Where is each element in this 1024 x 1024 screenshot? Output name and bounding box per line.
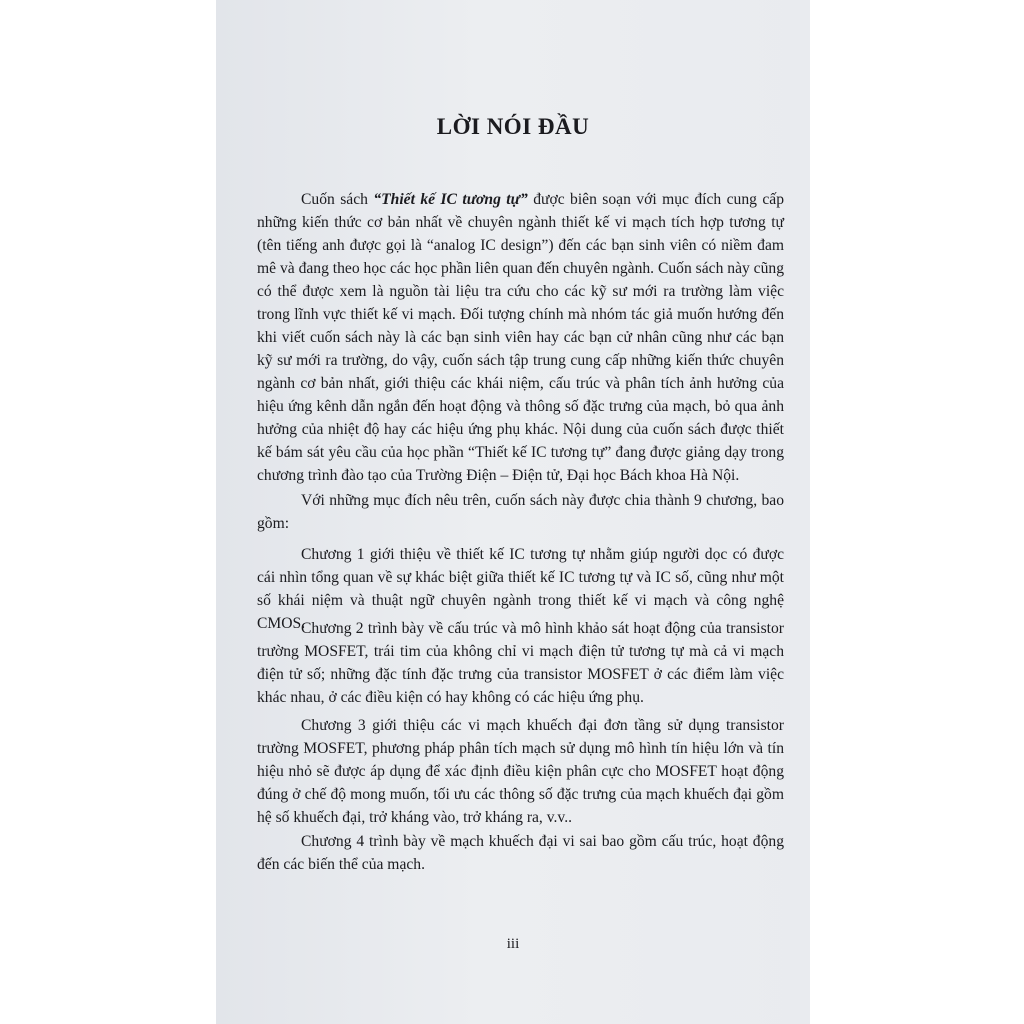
paragraph-chapter-2: Chương 2 trình bày về cấu trúc và mô hình khảo sát hoạt động của transistor trường MOSFET, trái tim của không chỉ vi mạch điện tử tương tự mà cả vi mạch điện tử số; những đặc tính đặc trưng của transistor MOSFET ở các điểm làm việc khác nhau, ở các điều kiện có hay không có các hiệu ứng phụ. [257, 620, 784, 706]
book-page [216, 0, 810, 1024]
paragraph-chapter-3: Chương 3 giới thiệu các vi mạch khuếch đại đơn tầng sử dụng transistor trường MOSFET, phương pháp phân tích mạch sử dụng mô hình tín hiệu lớn và tín hiệu nhỏ sẽ được áp dụng để xác định điều kiện phân cực cho MOSFET hoạt động đúng ở chế độ mong muốn, tối ưu các thông số đặc trưng của mạch khuếch đại gồm hệ số khuếch đại, trở kháng vào, trở kháng ra, v.v.. [257, 717, 784, 826]
paragraph-chapter-1: Chương 1 giới thiệu về thiết kế IC tương tự nhằm giúp người dọc có được cái nhìn tổng quan về sự khác biệt giữa thiết kế IC tương tự và IC số, cũng như một số khái niệm và thuật ngữ chuyên ngành trong thiết kế vi mạch và công nghệ CMOS. [257, 546, 784, 632]
page-number: iii [506, 936, 520, 952]
paragraph-chapter-4: Chương 4 trình bày về mạch khuếch đại vi sai bao gồm cấu trúc, hoạt động đến các biến thể của mạch. [257, 833, 784, 873]
book-title-emphasis: “Thiết kế IC tương tự” [373, 191, 528, 208]
paragraph-intro [257, 188, 784, 487]
page-title: LỜI NÓI ĐẦU [436, 114, 590, 139]
paragraph-intro-body: được biên soạn với mục đích cung cấp những kiến thức cơ bản nhất về chuyên ngành thiết kế vi mạch tích hợp tương tự (tên tiếng anh được gọi là “analog IC design”) đến các bạn sinh viên có niềm đam mê và đang theo học các học phần liên quan đến chuyên ngành. Cuốn sách này cũng có thể được xem là nguồn tài liệu tra cứu cho các kỹ sư mới ra trường làm việc trong lĩnh vực thiết kế vi mạch. Đối tượng chính mà nhóm tác giả muốn hướng đến khi viết cuốn sách này là các bạn sinh viên hay các bạn cử nhân cũng như các bạn kỹ sư mới ra trường, do vậy, cuốn sách tập trung cung cấp những kiến thức chuyên ngành cơ bản nhất, giới thiệu các khái niệm, cấu trúc và phân tích ảnh hưởng của hiệu ứng kênh dẫn ngắn đến hoạt động và thông số đặc trưng của mạch, bỏ qua ảnh hưởng của nhiệt độ hay các hiệu ứng phụ khác. Nội dung của cuốn sách được thiết kế bám sát yêu cầu của học phần “Thiết kế IC tương tự” đang được giảng dạy trong chương trình đào tạo của Trường Điện – Điện tử, Đại học Bách khoa Hà Nội. [257, 191, 784, 484]
paragraph-structure: Với những mục đích nêu trên, cuốn sách này được chia thành 9 chương, bao gồm: [257, 492, 784, 532]
paragraph-intro-lead: Cuốn sách [301, 191, 374, 208]
